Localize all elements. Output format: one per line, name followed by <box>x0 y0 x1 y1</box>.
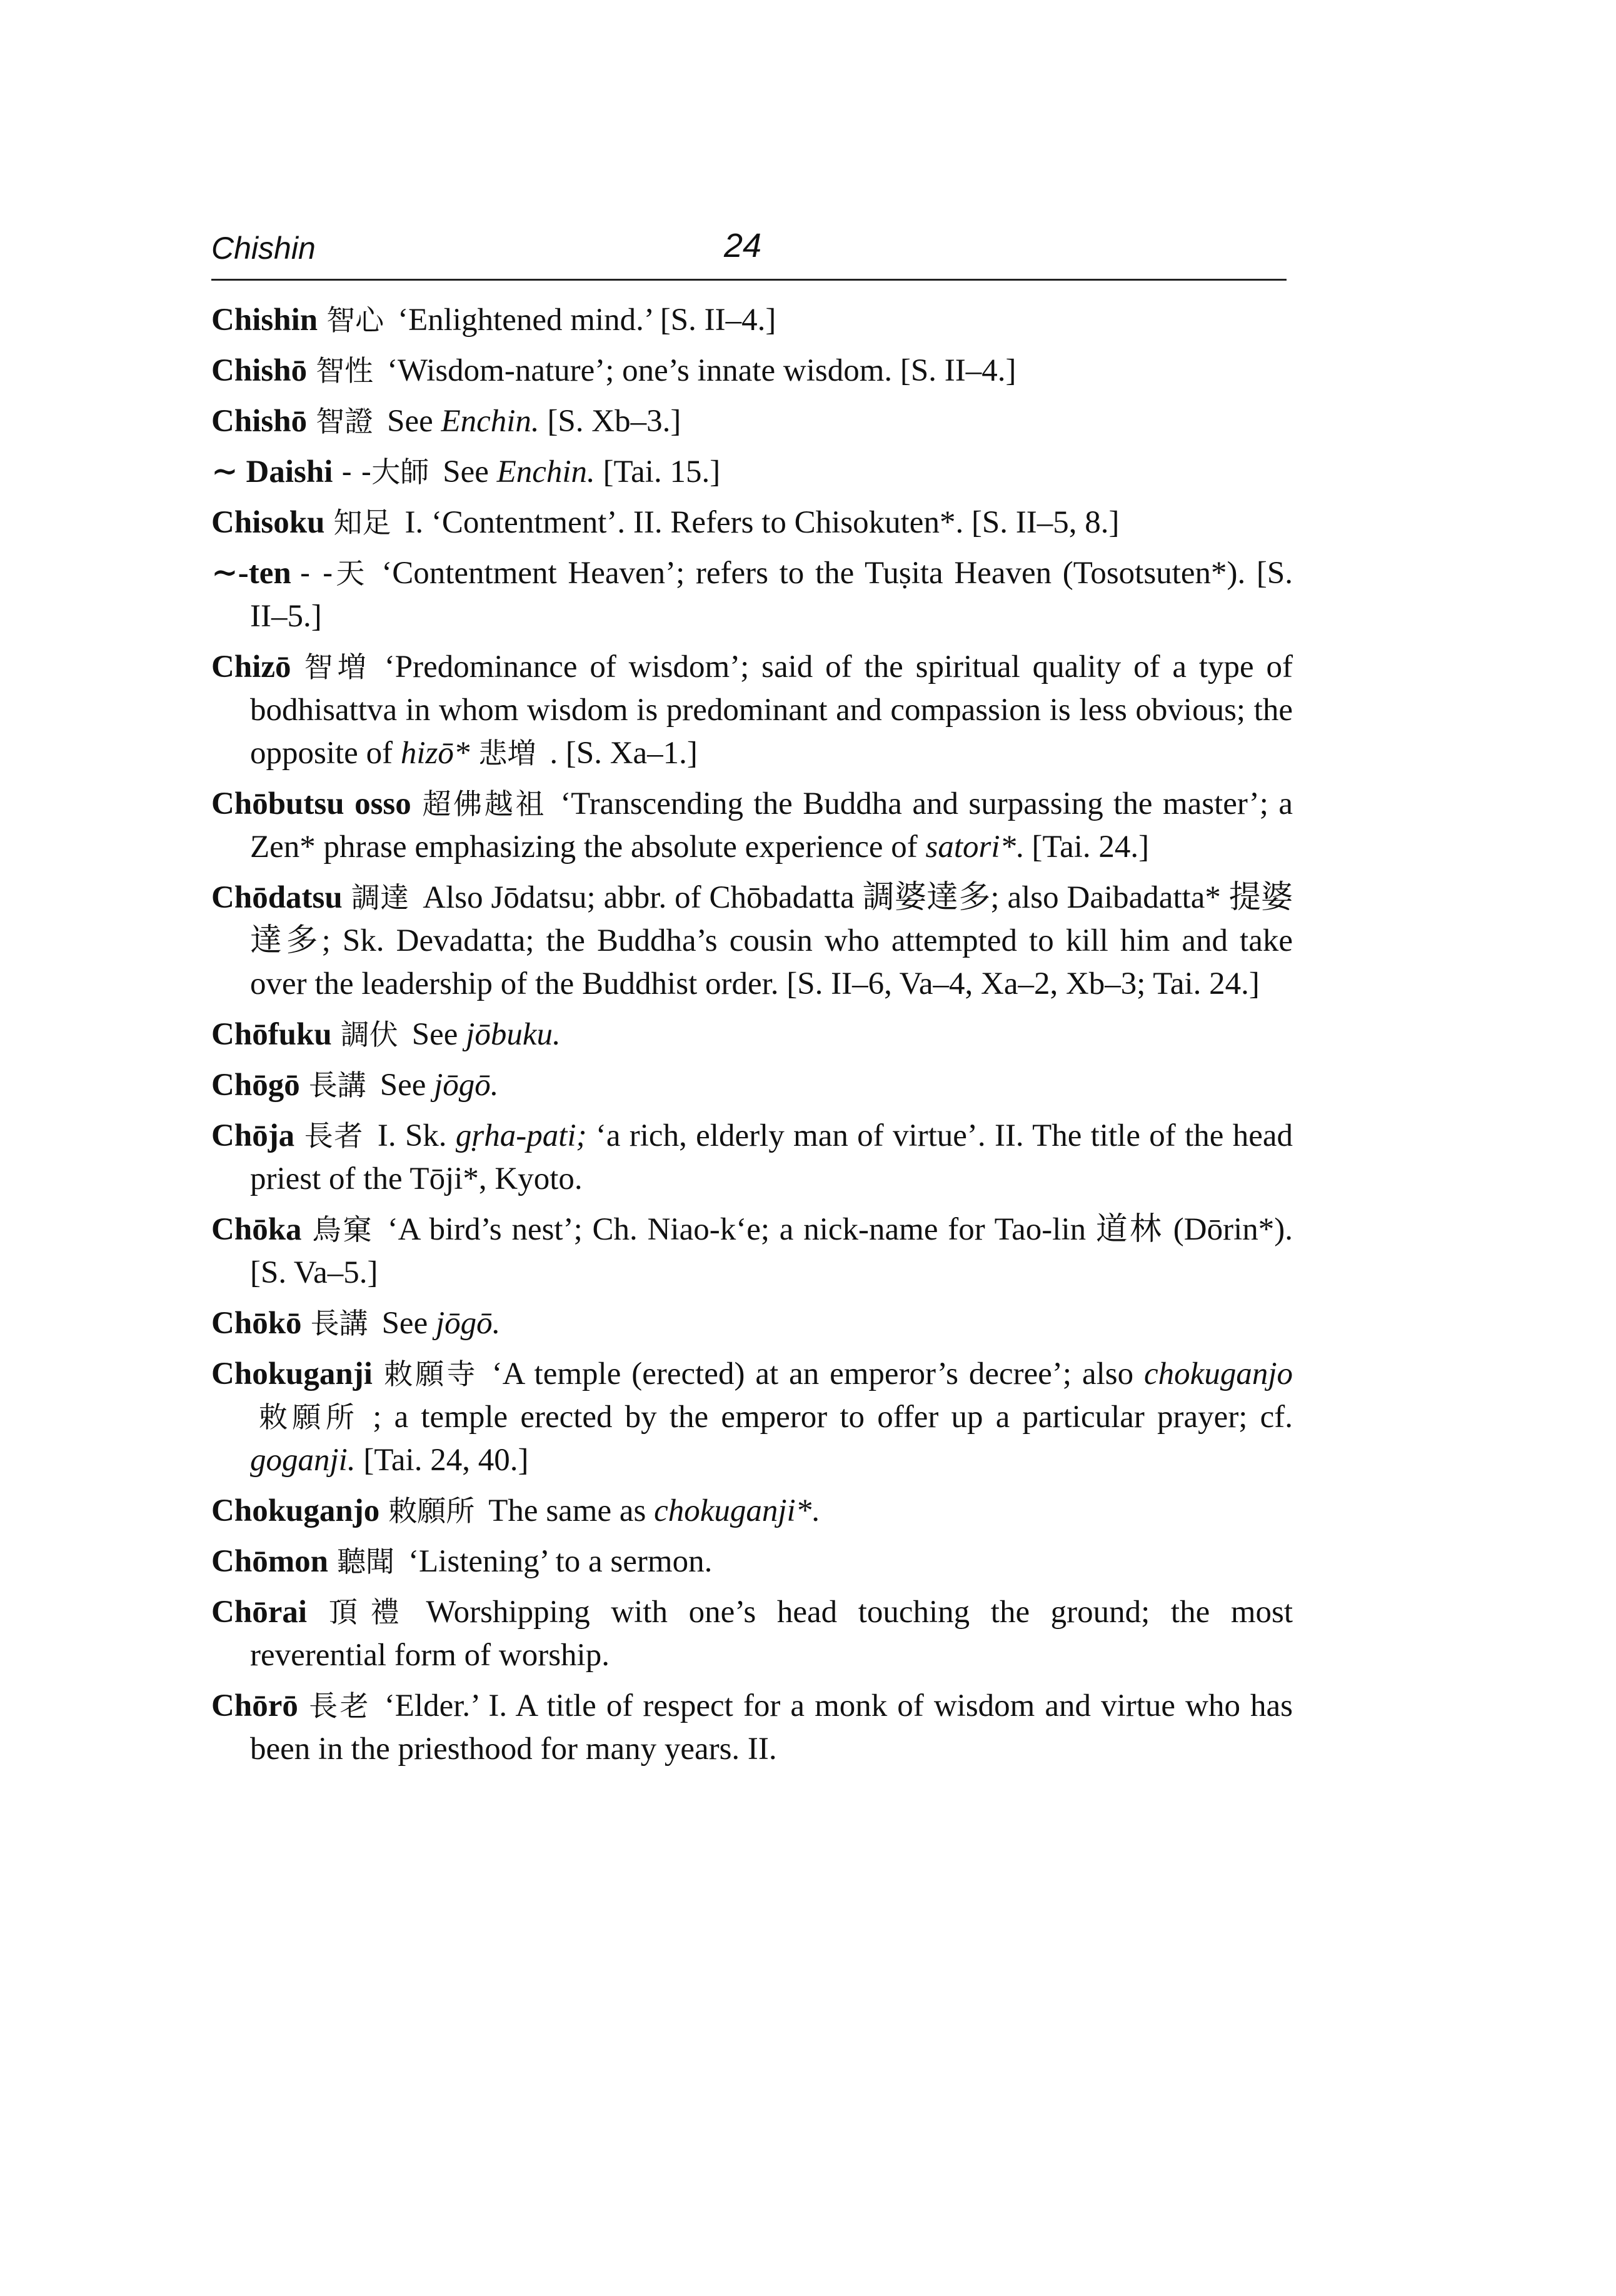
entry-definition: ‘Predominance of wisdom’; said of the spiritual quality of a type of bodhisattva in whom wisdom is predominant and compassion is less obvious; the opposite of <box>250 649 1293 771</box>
entry-definition-suffix: . [S. Xa–1.] <box>550 736 698 771</box>
entry-definition-prefix: The same as <box>488 1493 655 1528</box>
entry-choja <box>211 1115 1293 1201</box>
entry-kanji: - -大師 <box>341 455 429 489</box>
entry-cross-reference: satori* <box>925 830 1016 865</box>
entry-cross-reference: jōgō. <box>435 1306 501 1341</box>
entry-definition: ‘A temple (erected) at an emperor’s decree’; also <box>491 1356 1145 1391</box>
entry-cross-reference: jōgō. <box>434 1068 499 1103</box>
entry-definition-tail: [Tai. 24, 40.] <box>355 1443 529 1478</box>
entry-definition: I. ‘Contentment’. II. Refers to Chisokuten*. [S. II–5, 8.] <box>404 505 1120 540</box>
entry-definition: ‘Wisdom-nature’; one’s innate wisdom. [S. II–4.] <box>387 353 1016 388</box>
entry-headword: Chōrō <box>211 1688 298 1723</box>
entry-definition-prefix: See <box>381 1306 436 1341</box>
entry-definition-prefix: See <box>387 404 441 439</box>
entry-headword: ∼-ten <box>211 556 291 591</box>
entry-cross-reference: Enchin. <box>441 404 540 439</box>
entry-headword: Chōdatsu <box>211 880 343 915</box>
entry-definition-prefix: See <box>379 1068 434 1103</box>
entry-headword: Chōkō <box>211 1306 302 1341</box>
entry-definition: ‘a rich, elderly man of virtue’. II. The title of the head priest of the Tōji*, Kyoto. <box>250 1118 1293 1196</box>
entry-definition: ‘Listening’ to a sermon. <box>408 1544 713 1579</box>
entry-kanji: 智性 <box>316 354 374 388</box>
entry-definition: Worshipping with one’s head touching the ground; the most reverential form of worship. <box>250 1595 1293 1673</box>
entry-definition: [S. Xb–3.] <box>539 404 681 439</box>
entry-definition-prefix: I. Sk. <box>377 1118 456 1153</box>
entry-definition-suffix: ; a temple erected by the emperor to offer up a particular prayer; cf. <box>373 1400 1293 1435</box>
entry-chisho-wisdom-nature <box>211 349 1293 393</box>
entry-chisho-enchin <box>211 400 1293 443</box>
entry-headword: Chōrai <box>211 1595 307 1630</box>
entry-kanji: 長講 <box>310 1306 368 1340</box>
entry-headword: Chōja <box>211 1118 295 1153</box>
entry-chishin <box>211 299 1293 342</box>
entry-definition-prefix: See <box>411 1017 466 1052</box>
entry-chizo <box>211 646 1293 775</box>
entry-cross-reference: chokuganjo <box>1144 1356 1293 1391</box>
entry-chomon <box>211 1540 1293 1583</box>
entry-cross-reference: jōbuku. <box>466 1017 561 1052</box>
entry-kanji: 長講 <box>308 1068 366 1102</box>
running-head: Chishin <box>211 231 316 266</box>
entry-kanji-secondary: 悲増 <box>478 736 536 770</box>
entry-cross-reference: Enchin. <box>496 454 595 489</box>
entry-headword: Chizō <box>211 649 291 684</box>
entry-kanji: 調伏 <box>340 1018 398 1051</box>
entry-kanji: 智心 <box>326 303 384 337</box>
entry-definition: ‘Elder.’ I. A title of respect for a monk of wisdom and virtue who has been in the priesthood for many years. II. <box>250 1688 1293 1767</box>
page-number: 24 <box>724 227 762 264</box>
entry-kanji: - -天 <box>299 556 368 590</box>
entry-headword: Chisoku <box>211 505 325 540</box>
entry-definition-prefix: See <box>443 454 497 489</box>
entry-definition: [Tai. 15.] <box>595 454 721 489</box>
entry-kanji: 敕願所 <box>388 1494 475 1528</box>
subentry-daishi <box>211 451 1293 494</box>
entry-kanji: 長者 <box>303 1119 364 1153</box>
entry-kanji: 鳥窠 <box>310 1213 374 1246</box>
entry-kanji-secondary: 敕願所 <box>259 1400 359 1434</box>
entry-definition: ‘Contentment Heaven’; refers to the Tuṣita Heaven (Tosotsuten*). [S. II–5.] <box>250 556 1293 634</box>
entry-choka <box>211 1208 1293 1295</box>
entry-headword: Chōfuku <box>211 1017 332 1052</box>
entry-cross-reference: gṛha-pati; <box>455 1118 587 1153</box>
entry-kanji: 聽聞 <box>337 1545 395 1578</box>
entry-choko <box>211 1302 1293 1345</box>
entry-definition: Also Jōdatsu; abbr. of Chōbadatta 調婆達多; also Daibadatta* 提婆達多; Sk. Devadatta; the Buddha’s cousin who attempted to kill him and take over the leadership of the Buddhist order. [S. II–6, Va–4, Xa–2, Xb–3; Tai. 24.] <box>250 880 1293 1001</box>
entry-kanji: 調達 <box>351 881 409 915</box>
entry-headword: Chokuganji <box>211 1356 373 1391</box>
entry-headword: Chōka <box>211 1212 302 1247</box>
entry-kanji: 知足 <box>333 506 391 539</box>
entry-headword: Chokuganjo <box>211 1493 380 1528</box>
entry-headword: Chishō <box>211 404 308 439</box>
entry-definition-suffix: . <box>811 1493 820 1528</box>
entry-chodatsu <box>211 876 1293 1006</box>
entry-headword: Chōbutsu osso <box>211 786 411 821</box>
entry-headword: Chōgō <box>211 1068 300 1103</box>
entry-cross-reference: chokuganji* <box>654 1493 812 1528</box>
entry-chokuganji <box>211 1353 1293 1482</box>
entry-headword: Chishō <box>211 353 308 388</box>
entry-headword: ∼ Daishi <box>211 454 333 489</box>
entry-kanji: 智證 <box>316 404 374 438</box>
entry-list <box>211 299 1293 1778</box>
entry-cross-reference: hizō* <box>400 736 470 771</box>
entry-definition: ‘Transcending the Buddha and surpassing the master’; a Zen* phrase emphasizing the absolute experience of <box>250 786 1293 865</box>
entry-chorai <box>211 1591 1293 1677</box>
entry-chisoku <box>211 501 1293 544</box>
subentry-chisokuten <box>211 552 1293 638</box>
entry-chogo <box>211 1064 1293 1107</box>
entry-chofuku <box>211 1013 1293 1056</box>
entry-headword: Chōmon <box>211 1544 329 1579</box>
entry-kanji: 超佛越祖 <box>419 787 547 821</box>
entry-chokuganjo <box>211 1490 1293 1533</box>
entry-definition: ‘Enlightened mind.’ [S. II–4.] <box>398 303 776 338</box>
page-header <box>211 225 1287 281</box>
entry-cross-reference-secondary: goganji. <box>250 1443 356 1478</box>
entry-kanji: 智増 <box>299 650 371 684</box>
entry-chobutsu-osso <box>211 783 1293 869</box>
entry-kanji: 敕願寺 <box>381 1357 478 1391</box>
entry-headword: Chishin <box>211 303 318 338</box>
entry-choro <box>211 1685 1293 1771</box>
entry-definition-suffix: . [Tai. 24.] <box>1016 830 1150 865</box>
entry-kanji: 頂禮 <box>316 1595 413 1629</box>
entry-definition: ‘A bird’s nest’; Ch. Niao-k‘e; a nick-name for Tao-lin 道林 (Dōrin*). [S. Va–5.] <box>250 1212 1293 1290</box>
entry-kanji: 長老 <box>306 1689 371 1723</box>
